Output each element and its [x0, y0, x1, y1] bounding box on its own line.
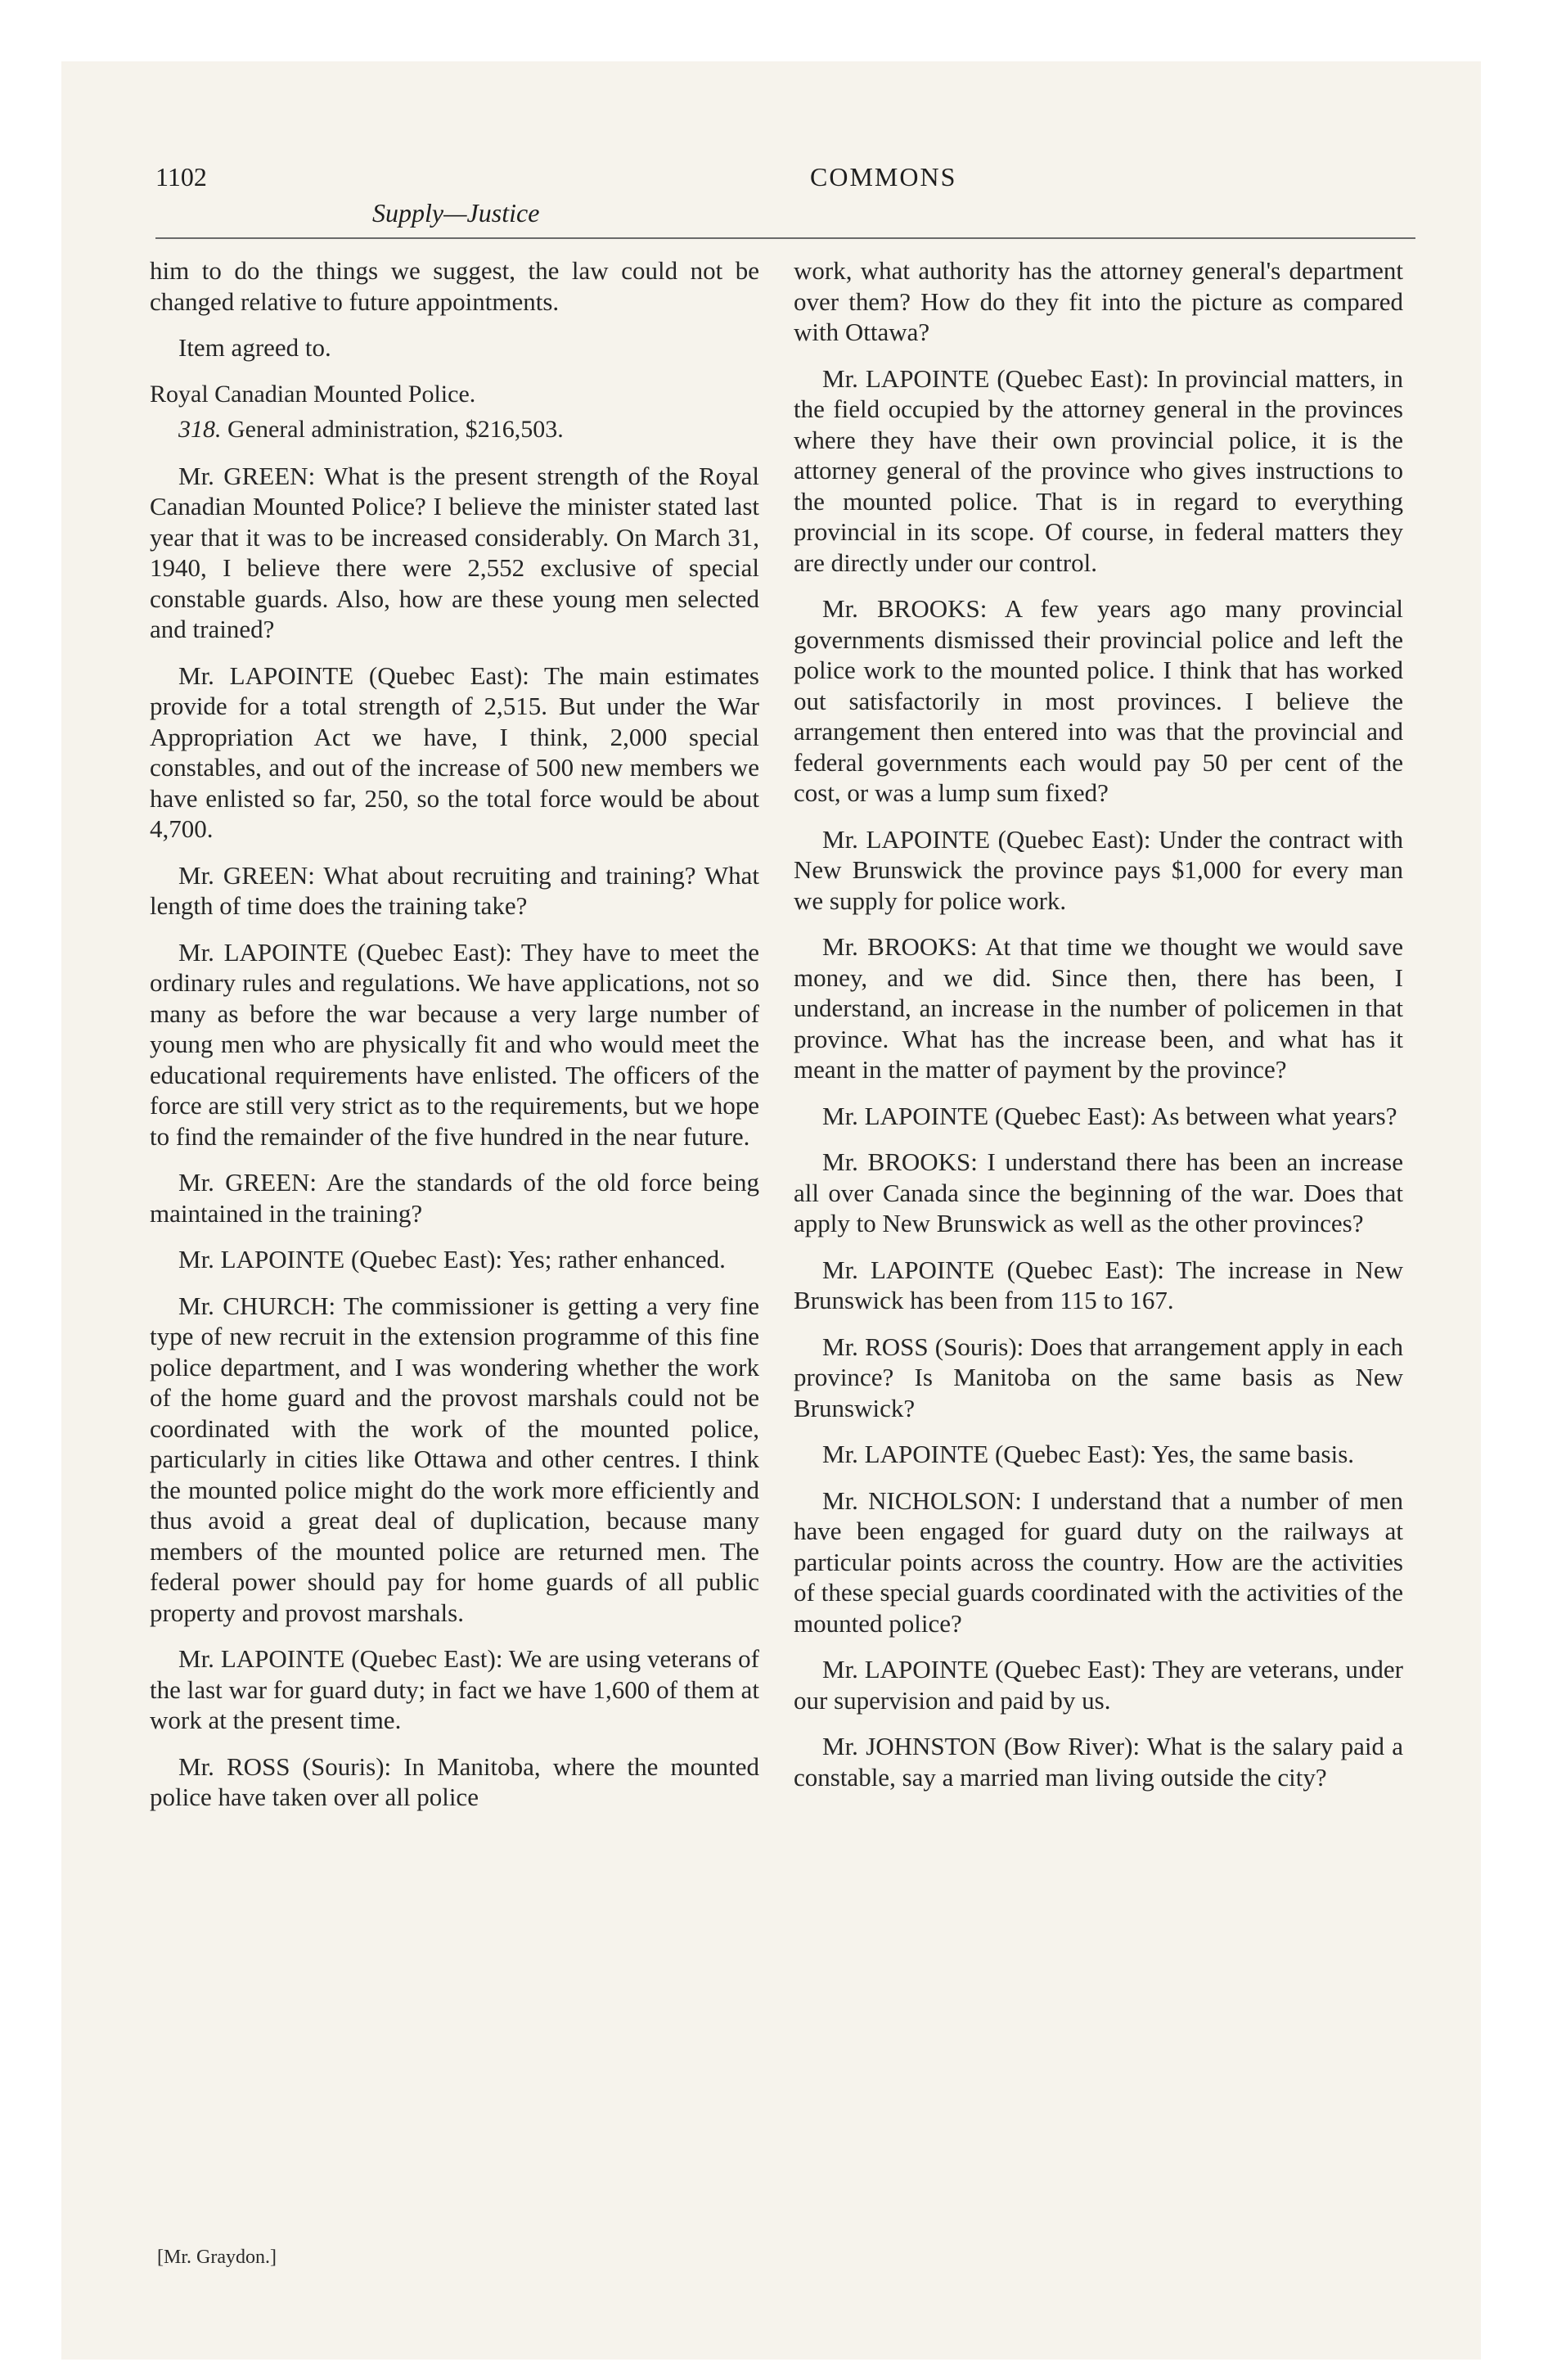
paragraph: Mr. LAPOINTE (Quebec East): Yes; rather enhanced. [178, 1245, 726, 1273]
estimate-item [150, 414, 759, 445]
item-number: 318. [178, 416, 222, 443]
paragraph: Mr. BROOKS: A few years ago many provincial governments dismissed their provincial police and left the police work to the mounted police. I think that has worked out satisfactorily in most provinces. I believe the arrangement then entered into was that the provincial and federal governments each would pay 50 per cent of the cost, or was a lump sum fixed? [794, 594, 1403, 807]
paragraph: Mr. LAPOINTE (Quebec East): They have to meet the ordinary rules and regulations. We have applications, not so many as before the war because a very large number of young men who are physically fit and who would meet the educational requirements have enlisted. The officers of the force are still very strict as to the requirements, but we hope to find the remainder of the five hundred in the near future. [150, 937, 759, 1151]
paragraph: Mr. LAPOINTE (Quebec East): As between what years? [822, 1101, 1397, 1130]
paragraph: Mr. GREEN: What is the present strength of the Royal Canadian Mounted Police? I believe the minister stated last year that it was to be increased considerably. On March 31, 1940, I believe there were 2,552 exclusive of special constable guards. Also, how are these young men selected and trained? [150, 461, 759, 643]
paragraph: Mr. ROSS (Souris): In Manitoba, where the mounted police have taken over all police [150, 1751, 759, 1811]
paragraph: work, what authority has the attorney general's department over them? How do they fit into the picture as compared with Ottawa? [794, 256, 1403, 346]
speaker-footer: [Mr. Graydon.] [157, 2247, 277, 2268]
paragraph: Mr. JOHNSTON (Bow River): What is the salary paid a constable, say a married man living outside the city? [794, 1732, 1403, 1792]
rcmp-heading: Royal Canadian Mounted Police. [150, 380, 476, 408]
paragraph: Mr. BROOKS: I understand there has been an increase all over Canada since the beginning of the war. Does that apply to New Brunswick as well as the other provinces? [794, 1147, 1403, 1237]
paragraph: Mr. LAPOINTE (Quebec East): The increase in New Brunswick has been from 115 to 167. [794, 1255, 1403, 1314]
paragraph: Mr. GREEN: What about recruiting and training? What length of time does the training take? [150, 860, 759, 920]
paragraph: Mr. LAPOINTE (Quebec East): Yes, the same basis. [822, 1440, 1355, 1468]
section-heading: Supply—Justice [372, 198, 540, 228]
paragraph: Mr. LAPOINTE (Quebec East): We are using veterans of the last war for guard duty; in fact we have 1,600 of them at work at the present time. [150, 1644, 759, 1734]
paragraph: Mr. BROOKS: At that time we thought we would save money, and we did. Since then, there has been, I understand, an increase in the number of policemen in that province. What has the increase been, and what has it meant in the matter of payment by the province? [794, 932, 1403, 1084]
page-header [155, 147, 1415, 237]
running-head: COMMONS [810, 162, 957, 192]
page-number: 1102 [155, 162, 207, 192]
left-column [150, 255, 759, 1828]
header-rule [155, 237, 1415, 239]
right-column [794, 255, 1403, 1808]
paragraph: Mr. LAPOINTE (Quebec East): Under the contract with New Brunswick the province pays $1,000 for every man we supply for police work. [794, 824, 1403, 915]
item-agreed: Item agreed to. [178, 333, 331, 362]
item-text: General administration, $216,503. [221, 416, 564, 443]
paragraph: Mr. ROSS (Souris): Does that arrangement apply in each province? Is Manitoba on the same basis as New Brunswick? [794, 1332, 1403, 1422]
paragraph: Mr. GREEN: Are the standards of the old force being maintained in the training? [150, 1168, 759, 1228]
paragraph: Mr. LAPOINTE (Quebec East): In provincial matters, in the field occupied by the attorney general in the provinces where they have their own provincial police, it is the attorney general of the province who gives instructions to the mounted police. That is in regard to everything provincial in its scope. Of course, in federal matters they are directly under our control. [794, 363, 1403, 577]
paragraph: Mr. LAPOINTE (Quebec East): The main estimates provide for a total strength of 2,515. But under the War Appropriation Act we have, I think, 2,000 special constables, and out of the increase of 500 new members we have enlisted so far, 250, so the total force would be about 4,700. [150, 660, 759, 843]
paragraph: him to do the things we suggest, the law could not be changed relative to future appointments. [150, 256, 759, 316]
paragraph: Mr. CHURCH: The commissioner is getting a very fine type of new recruit in the extension programme of this fine police department, and I was wondering whether the work of the home guard and the provost marshals could not be coordinated with the work of the mounted police, particularly in cities like Ottawa and other centres. I think the mounted police might do the work more efficiently and thus avoid a great deal of duplication, because many members of the mounted police are returned men. The federal power should pay for home guards of all public property and provost marshals. [150, 1291, 759, 1627]
paragraph: Mr. LAPOINTE (Quebec East): They are veterans, under our supervision and paid by us. [794, 1655, 1403, 1715]
paragraph: Mr. NICHOLSON: I understand that a number of men have been engaged for guard duty on the railways at particular points across the country. How are the activities of these special guards coordinated with the activities of the mounted police? [794, 1485, 1403, 1638]
